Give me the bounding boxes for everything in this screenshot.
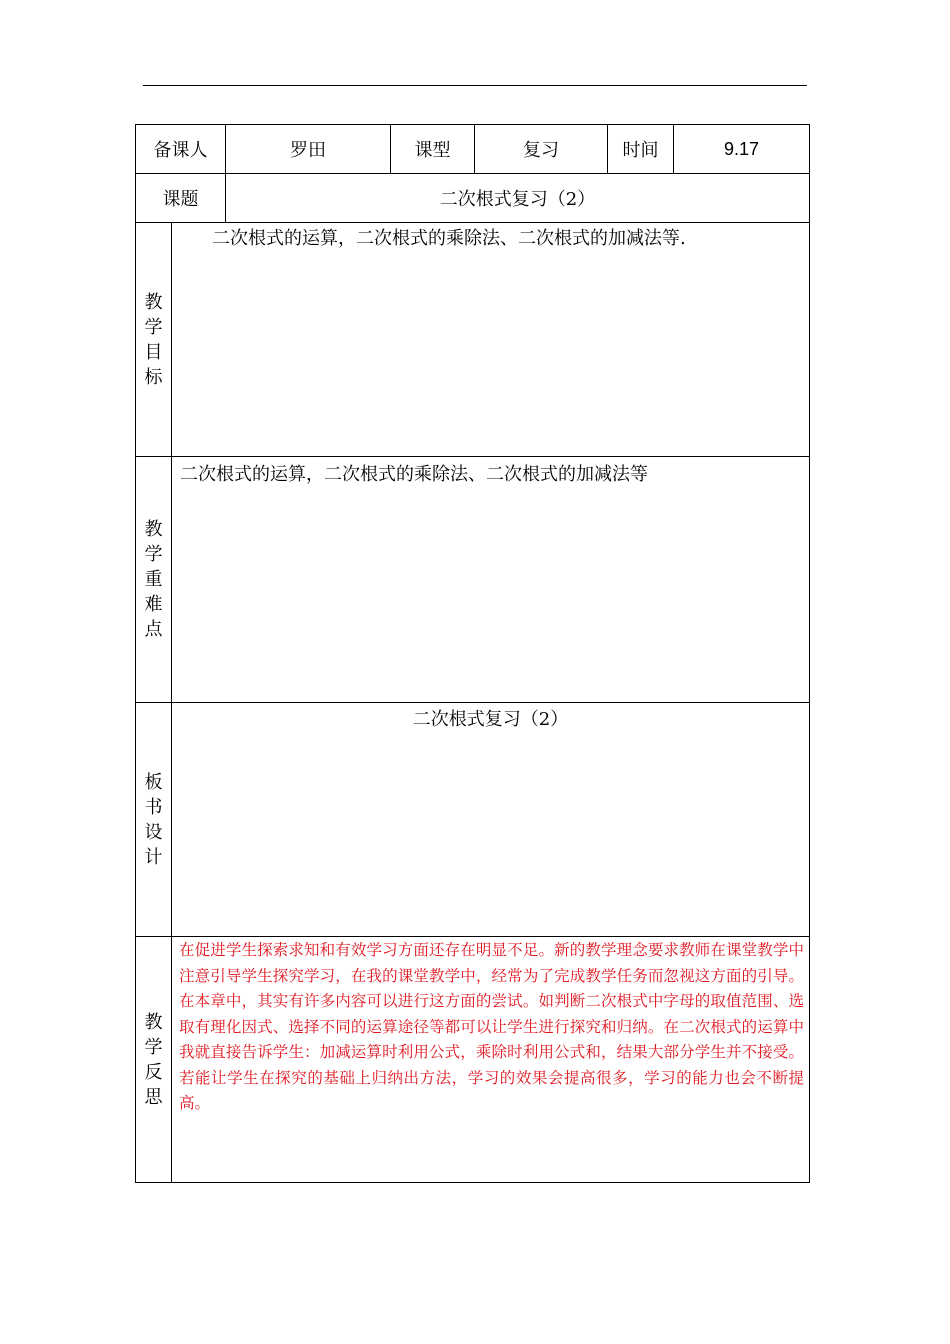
header-rule [143, 85, 807, 86]
goals-cell [172, 223, 810, 457]
key-points-label: 教学重难点 [144, 519, 163, 640]
reflection-text: 在促进学生探索求知和有效学习方面还存在明显不足。新的教学理念要求教师在课堂教学中注意引导学生探究学习，在我的课堂教学中，经常为了完成教学任务而忽视这方面的引导。在本章中，其实有许多内容可以进行这方面的尝试。如判断二次根式中字母的取值范围、选取有理化因式、选择不同的运算途径等都可以让学生进行探究和归纳。在二次根式的运算中我就直接告诉学生：加减运算时利用公式，乘除时利用公式和，结果大部分学生并不接受。若能让学生在探究的基础上归纳出方法，学习的效果会提高很多，学习的能力也会不断提高。 [179, 941, 804, 1112]
topic-row [136, 174, 810, 223]
board-cell [172, 703, 810, 937]
goals-label: 教学目标 [144, 291, 163, 388]
key-points-label-cell [136, 457, 172, 703]
key-points-cell [172, 457, 810, 703]
goals-row [136, 223, 810, 457]
reflection-label: 教学反思 [144, 1011, 163, 1108]
lesson-type-value: 复习 [475, 125, 608, 174]
topic-value: 二次根式复习（2） [226, 174, 810, 223]
goals-label-cell [136, 223, 172, 457]
board-label: 板书设计 [144, 771, 163, 868]
board-label-cell [136, 703, 172, 937]
reflection-label-cell [136, 937, 172, 1183]
goals-text: 二次根式的运算，二次根式的乘除法、二次根式的加减法等. [212, 228, 686, 249]
board-text: 二次根式复习（2） [412, 709, 569, 730]
meta-row [136, 125, 810, 174]
preparer-label: 备课人 [136, 125, 226, 174]
reflection-row [136, 937, 810, 1183]
time-value: 9.17 [674, 125, 810, 174]
key-points-text: 二次根式的运算，二次根式的乘除法、二次根式的加减法等 [180, 464, 648, 485]
topic-label: 课题 [136, 174, 226, 223]
key-points-row [136, 457, 810, 703]
preparer-value: 罗田 [226, 125, 391, 174]
time-label: 时间 [608, 125, 674, 174]
lesson-plan-table [135, 124, 810, 1183]
lesson-type-label: 课型 [391, 125, 475, 174]
board-row [136, 703, 810, 937]
reflection-cell [172, 937, 810, 1183]
